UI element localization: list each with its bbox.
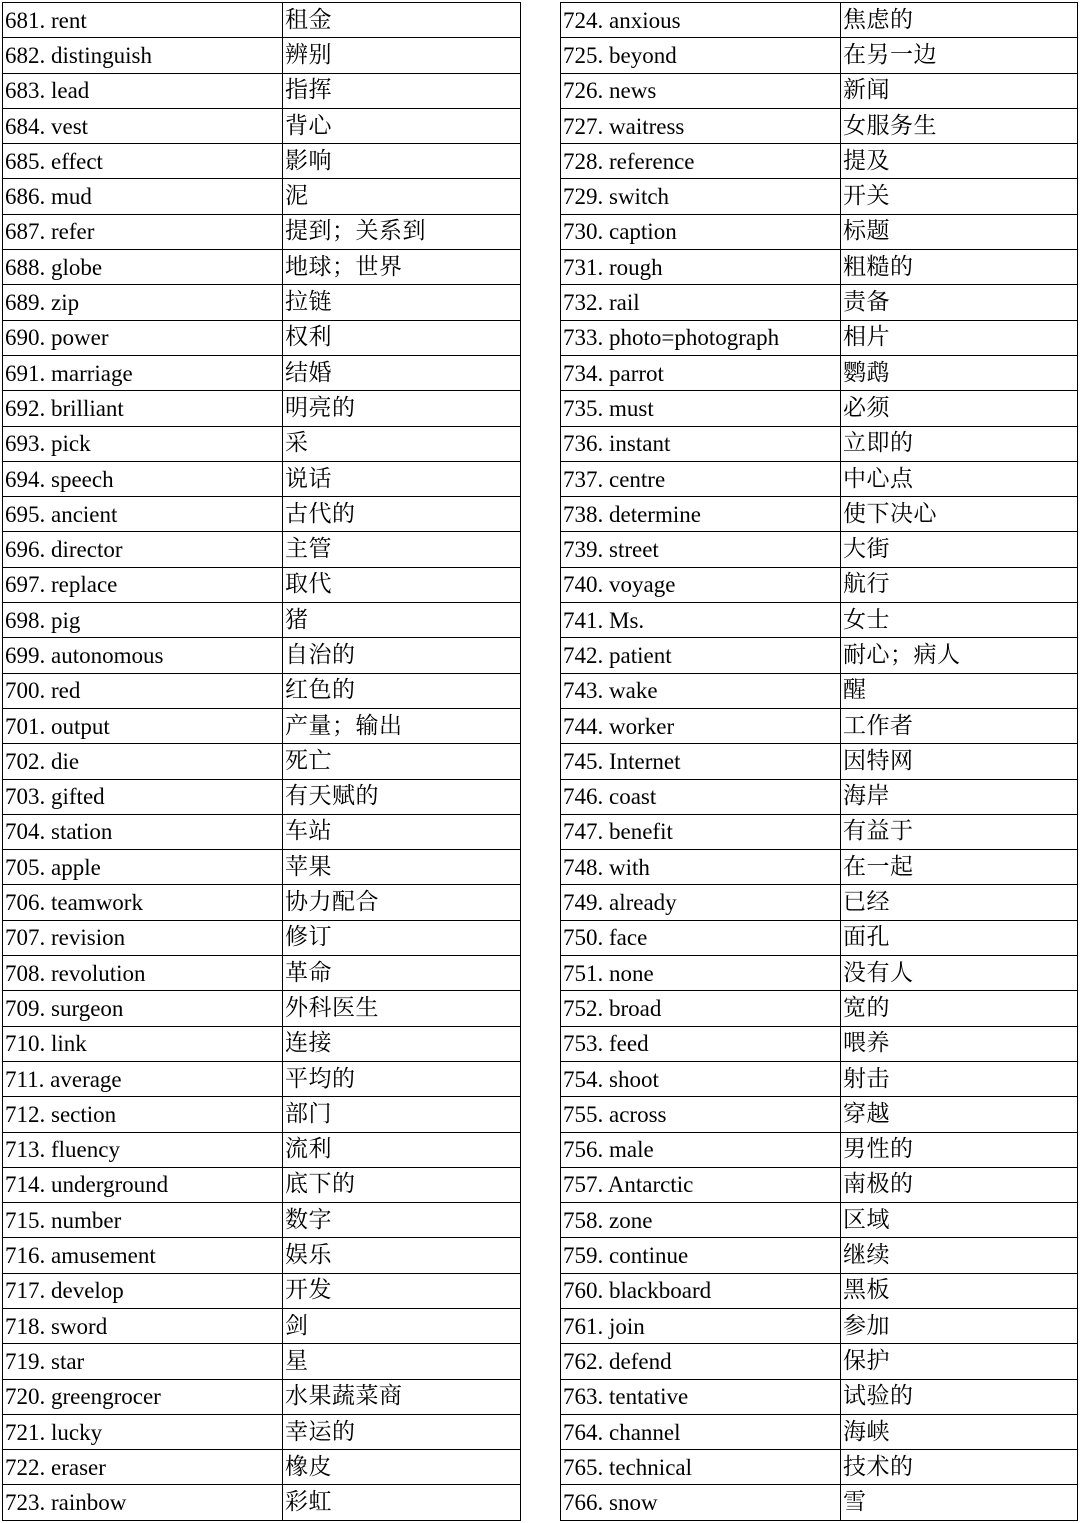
- chinese-meaning-cell: 平均的: [283, 1061, 521, 1096]
- english-word-cell: 700. red: [3, 673, 283, 708]
- chinese-meaning-cell: 说话: [283, 461, 521, 496]
- table-row: [3, 285, 521, 320]
- table-row: [3, 73, 521, 108]
- english-word-cell: 710. link: [3, 1026, 283, 1061]
- chinese-meaning-cell: 革命: [283, 956, 521, 991]
- english-word-cell: 689. zip: [3, 285, 283, 320]
- english-word-cell: 724. anxious: [561, 3, 841, 38]
- english-word-cell: 744. worker: [561, 708, 841, 743]
- chinese-meaning-cell: 中心点: [841, 461, 1078, 496]
- chinese-meaning-cell: 鹦鹉: [841, 355, 1078, 390]
- english-word-cell: 754. shoot: [561, 1061, 841, 1096]
- table-row: [3, 3, 521, 38]
- chinese-meaning-cell: 猪: [283, 603, 521, 638]
- english-word-cell: 698. pig: [3, 603, 283, 638]
- table-row: [3, 250, 521, 285]
- english-word-cell: 761. join: [561, 1308, 841, 1343]
- english-word-cell: 719. star: [3, 1344, 283, 1379]
- table-row: [561, 355, 1078, 390]
- table-row: [3, 920, 521, 955]
- chinese-meaning-cell: 参加: [841, 1308, 1078, 1343]
- english-word-cell: 743. wake: [561, 673, 841, 708]
- english-word-cell: 684. vest: [3, 108, 283, 143]
- table-row: [3, 1238, 521, 1273]
- table-row: [3, 1344, 521, 1379]
- table-row: [3, 779, 521, 814]
- english-word-cell: 682. distinguish: [3, 38, 283, 73]
- table-row: [3, 1167, 521, 1202]
- chinese-meaning-cell: 明亮的: [283, 391, 521, 426]
- english-word-cell: 750. face: [561, 920, 841, 955]
- english-word-cell: 742. patient: [561, 638, 841, 673]
- table-row: [3, 214, 521, 249]
- english-word-cell: 762. defend: [561, 1344, 841, 1379]
- table-row: [561, 673, 1078, 708]
- table-row: [3, 1414, 521, 1449]
- table-row: [561, 1238, 1078, 1273]
- english-word-cell: 714. underground: [3, 1167, 283, 1202]
- chinese-meaning-cell: 因特网: [841, 744, 1078, 779]
- chinese-meaning-cell: 在另一边: [841, 38, 1078, 73]
- table-row: [3, 1273, 521, 1308]
- chinese-meaning-cell: 权利: [283, 320, 521, 355]
- chinese-meaning-cell: 采: [283, 426, 521, 461]
- chinese-meaning-cell: 工作者: [841, 708, 1078, 743]
- table-row: [3, 1026, 521, 1061]
- table-row: [3, 885, 521, 920]
- table-row: [561, 1167, 1078, 1202]
- english-word-cell: 701. output: [3, 708, 283, 743]
- table-row: [561, 1308, 1078, 1343]
- chinese-meaning-cell: 海岸: [841, 779, 1078, 814]
- english-word-cell: 756. male: [561, 1132, 841, 1167]
- chinese-meaning-cell: 剑: [283, 1308, 521, 1343]
- english-word-cell: 708. revolution: [3, 956, 283, 991]
- english-word-cell: 704. station: [3, 814, 283, 849]
- table-row: [561, 320, 1078, 355]
- chinese-meaning-cell: 苹果: [283, 850, 521, 885]
- english-word-cell: 691. marriage: [3, 355, 283, 390]
- chinese-meaning-cell: 提及: [841, 144, 1078, 179]
- table-row: [3, 1308, 521, 1343]
- table-row: [3, 638, 521, 673]
- english-word-cell: 681. rent: [3, 3, 283, 38]
- table-row: [561, 1203, 1078, 1238]
- english-word-cell: 766. snow: [561, 1485, 841, 1520]
- chinese-meaning-cell: 连接: [283, 1026, 521, 1061]
- table-row: [561, 250, 1078, 285]
- chinese-meaning-cell: 大街: [841, 532, 1078, 567]
- table-row: [561, 3, 1078, 38]
- table-row: [561, 108, 1078, 143]
- table-row: [3, 991, 521, 1026]
- english-word-cell: 707. revision: [3, 920, 283, 955]
- english-word-cell: 709. surgeon: [3, 991, 283, 1026]
- english-word-cell: 740. voyage: [561, 567, 841, 602]
- chinese-meaning-cell: 红色的: [283, 673, 521, 708]
- table-row: [561, 1450, 1078, 1485]
- table-row: [3, 1485, 521, 1520]
- english-word-cell: 706. teamwork: [3, 885, 283, 920]
- table-row: [3, 814, 521, 849]
- english-word-cell: 749. already: [561, 885, 841, 920]
- table-row: [561, 779, 1078, 814]
- english-word-cell: 685. effect: [3, 144, 283, 179]
- chinese-meaning-cell: 海峡: [841, 1414, 1078, 1449]
- table-row: [3, 1097, 521, 1132]
- table-row: [3, 461, 521, 496]
- table-row: [3, 426, 521, 461]
- english-word-cell: 722. eraser: [3, 1450, 283, 1485]
- table-row: [561, 1344, 1078, 1379]
- english-word-cell: 713. fluency: [3, 1132, 283, 1167]
- chinese-meaning-cell: 南极的: [841, 1167, 1078, 1202]
- english-word-cell: 721. lucky: [3, 1414, 283, 1449]
- chinese-meaning-cell: 协力配合: [283, 885, 521, 920]
- table-row: [3, 744, 521, 779]
- table-row: [561, 73, 1078, 108]
- table-row: [3, 567, 521, 602]
- english-word-cell: 716. amusement: [3, 1238, 283, 1273]
- table-row: [3, 144, 521, 179]
- table-row: [561, 497, 1078, 532]
- table-row: [561, 708, 1078, 743]
- english-word-cell: 694. speech: [3, 461, 283, 496]
- chinese-meaning-cell: 影响: [283, 144, 521, 179]
- table-row: [3, 497, 521, 532]
- chinese-meaning-cell: 继续: [841, 1238, 1078, 1273]
- english-word-cell: 751. none: [561, 956, 841, 991]
- table-row: [561, 1273, 1078, 1308]
- chinese-meaning-cell: 结婚: [283, 355, 521, 390]
- table-row: [561, 391, 1078, 426]
- table-row: [3, 1061, 521, 1096]
- chinese-meaning-cell: 有天赋的: [283, 779, 521, 814]
- table-row: [3, 320, 521, 355]
- english-word-cell: 695. ancient: [3, 497, 283, 532]
- table-row: [561, 179, 1078, 214]
- english-word-cell: 696. director: [3, 532, 283, 567]
- table-row: [561, 956, 1078, 991]
- chinese-meaning-cell: 幸运的: [283, 1414, 521, 1449]
- english-word-cell: 699. autonomous: [3, 638, 283, 673]
- chinese-meaning-cell: 必须: [841, 391, 1078, 426]
- chinese-meaning-cell: 耐心；病人: [841, 638, 1078, 673]
- table-row: [561, 426, 1078, 461]
- english-word-cell: 765. technical: [561, 1450, 841, 1485]
- english-word-cell: 683. lead: [3, 73, 283, 108]
- chinese-meaning-cell: 背心: [283, 108, 521, 143]
- chinese-meaning-cell: 相片: [841, 320, 1078, 355]
- english-word-cell: 720. greengrocer: [3, 1379, 283, 1414]
- english-word-cell: 723. rainbow: [3, 1485, 283, 1520]
- vocab-table-left: [2, 2, 521, 1521]
- chinese-meaning-cell: 使下决心: [841, 497, 1078, 532]
- english-word-cell: 693. pick: [3, 426, 283, 461]
- table-row: [561, 1414, 1078, 1449]
- table-row: [561, 1061, 1078, 1096]
- chinese-meaning-cell: 死亡: [283, 744, 521, 779]
- table-row: [561, 920, 1078, 955]
- chinese-meaning-cell: 车站: [283, 814, 521, 849]
- chinese-meaning-cell: 女士: [841, 603, 1078, 638]
- table-row: [3, 850, 521, 885]
- chinese-meaning-cell: 喂养: [841, 1026, 1078, 1061]
- english-word-cell: 738. determine: [561, 497, 841, 532]
- table-row: [3, 355, 521, 390]
- chinese-meaning-cell: 流利: [283, 1132, 521, 1167]
- chinese-meaning-cell: 娱乐: [283, 1238, 521, 1273]
- chinese-meaning-cell: 租金: [283, 3, 521, 38]
- chinese-meaning-cell: 取代: [283, 567, 521, 602]
- chinese-meaning-cell: 射击: [841, 1061, 1078, 1096]
- table-row: [561, 814, 1078, 849]
- english-word-cell: 759. continue: [561, 1238, 841, 1273]
- english-word-cell: 687. refer: [3, 214, 283, 249]
- chinese-meaning-cell: 宽的: [841, 991, 1078, 1026]
- chinese-meaning-cell: 底下的: [283, 1167, 521, 1202]
- english-word-cell: 753. feed: [561, 1026, 841, 1061]
- chinese-meaning-cell: 古代的: [283, 497, 521, 532]
- table-row: [561, 38, 1078, 73]
- english-word-cell: 730. caption: [561, 214, 841, 249]
- english-word-cell: 735. must: [561, 391, 841, 426]
- english-word-cell: 728. reference: [561, 144, 841, 179]
- english-word-cell: 746. coast: [561, 779, 841, 814]
- table-row: [3, 532, 521, 567]
- english-word-cell: 727. waitress: [561, 108, 841, 143]
- table-row: [3, 1203, 521, 1238]
- chinese-meaning-cell: 开发: [283, 1273, 521, 1308]
- table-row: [561, 532, 1078, 567]
- chinese-meaning-cell: 拉链: [283, 285, 521, 320]
- table-row: [561, 1026, 1078, 1061]
- chinese-meaning-cell: 试验的: [841, 1379, 1078, 1414]
- chinese-meaning-cell: 面孔: [841, 920, 1078, 955]
- chinese-meaning-cell: 区域: [841, 1203, 1078, 1238]
- chinese-meaning-cell: 部门: [283, 1097, 521, 1132]
- english-word-cell: 692. brilliant: [3, 391, 283, 426]
- table-row: [561, 991, 1078, 1026]
- english-word-cell: 715. number: [3, 1203, 283, 1238]
- chinese-meaning-cell: 已经: [841, 885, 1078, 920]
- english-word-cell: 748. with: [561, 850, 841, 885]
- chinese-meaning-cell: 女服务生: [841, 108, 1078, 143]
- table-row: [3, 1450, 521, 1485]
- english-word-cell: 760. blackboard: [561, 1273, 841, 1308]
- vocab-table-left-body: [3, 3, 521, 1521]
- english-word-cell: 733. photo=photograph: [561, 320, 841, 355]
- chinese-meaning-cell: 自治的: [283, 638, 521, 673]
- table-row: [561, 638, 1078, 673]
- chinese-meaning-cell: 橡皮: [283, 1450, 521, 1485]
- chinese-meaning-cell: 标题: [841, 214, 1078, 249]
- chinese-meaning-cell: 产量；输出: [283, 708, 521, 743]
- table-row: [3, 38, 521, 73]
- chinese-meaning-cell: 黑板: [841, 1273, 1078, 1308]
- chinese-meaning-cell: 水果蔬菜商: [283, 1379, 521, 1414]
- table-row: [3, 708, 521, 743]
- english-word-cell: 734. parrot: [561, 355, 841, 390]
- table-row: [561, 1379, 1078, 1414]
- chinese-meaning-cell: 粗糙的: [841, 250, 1078, 285]
- table-row: [561, 214, 1078, 249]
- table-row: [3, 956, 521, 991]
- chinese-meaning-cell: 外科医生: [283, 991, 521, 1026]
- english-word-cell: 718. sword: [3, 1308, 283, 1343]
- table-row: [561, 567, 1078, 602]
- chinese-meaning-cell: 星: [283, 1344, 521, 1379]
- english-word-cell: 702. die: [3, 744, 283, 779]
- table-row: [3, 108, 521, 143]
- english-word-cell: 745. Internet: [561, 744, 841, 779]
- table-row: [561, 461, 1078, 496]
- table-row: [3, 1379, 521, 1414]
- chinese-meaning-cell: 在一起: [841, 850, 1078, 885]
- english-word-cell: 732. rail: [561, 285, 841, 320]
- english-word-cell: 703. gifted: [3, 779, 283, 814]
- english-word-cell: 747. benefit: [561, 814, 841, 849]
- english-word-cell: 711. average: [3, 1061, 283, 1096]
- table-row: [561, 885, 1078, 920]
- table-row: [561, 744, 1078, 779]
- english-word-cell: 758. zone: [561, 1203, 841, 1238]
- chinese-meaning-cell: 有益于: [841, 814, 1078, 849]
- english-word-cell: 764. channel: [561, 1414, 841, 1449]
- english-word-cell: 755. across: [561, 1097, 841, 1132]
- chinese-meaning-cell: 责备: [841, 285, 1078, 320]
- table-row: [561, 603, 1078, 638]
- english-word-cell: 717. develop: [3, 1273, 283, 1308]
- chinese-meaning-cell: 新闻: [841, 73, 1078, 108]
- english-word-cell: 697. replace: [3, 567, 283, 602]
- english-word-cell: 729. switch: [561, 179, 841, 214]
- chinese-meaning-cell: 主管: [283, 532, 521, 567]
- vocab-table-right-body: [561, 3, 1078, 1521]
- table-row: [561, 285, 1078, 320]
- table-row: [3, 179, 521, 214]
- table-row: [561, 1097, 1078, 1132]
- chinese-meaning-cell: 保护: [841, 1344, 1078, 1379]
- english-word-cell: 705. apple: [3, 850, 283, 885]
- english-word-cell: 763. tentative: [561, 1379, 841, 1414]
- table-row: [561, 850, 1078, 885]
- chinese-meaning-cell: 开关: [841, 179, 1078, 214]
- table-row: [3, 673, 521, 708]
- chinese-meaning-cell: 醒: [841, 673, 1078, 708]
- chinese-meaning-cell: 男性的: [841, 1132, 1078, 1167]
- chinese-meaning-cell: 雪: [841, 1485, 1078, 1520]
- table-row: [561, 144, 1078, 179]
- english-word-cell: 726. news: [561, 73, 841, 108]
- table-row: [561, 1132, 1078, 1167]
- table-row: [561, 1485, 1078, 1520]
- english-word-cell: 725. beyond: [561, 38, 841, 73]
- english-word-cell: 736. instant: [561, 426, 841, 461]
- chinese-meaning-cell: 指挥: [283, 73, 521, 108]
- chinese-meaning-cell: 地球；世界: [283, 250, 521, 285]
- chinese-meaning-cell: 没有人: [841, 956, 1078, 991]
- chinese-meaning-cell: 提到；关系到: [283, 214, 521, 249]
- chinese-meaning-cell: 彩虹: [283, 1485, 521, 1520]
- english-word-cell: 741. Ms.: [561, 603, 841, 638]
- english-word-cell: 739. street: [561, 532, 841, 567]
- chinese-meaning-cell: 穿越: [841, 1097, 1078, 1132]
- english-word-cell: 752. broad: [561, 991, 841, 1026]
- table-row: [3, 1132, 521, 1167]
- table-row: [3, 391, 521, 426]
- chinese-meaning-cell: 航行: [841, 567, 1078, 602]
- chinese-meaning-cell: 数字: [283, 1203, 521, 1238]
- vocab-table-right: [560, 2, 1078, 1521]
- english-word-cell: 712. section: [3, 1097, 283, 1132]
- chinese-meaning-cell: 焦虑的: [841, 3, 1078, 38]
- english-word-cell: 690. power: [3, 320, 283, 355]
- chinese-meaning-cell: 辨别: [283, 38, 521, 73]
- english-word-cell: 688. globe: [3, 250, 283, 285]
- table-row: [3, 603, 521, 638]
- chinese-meaning-cell: 泥: [283, 179, 521, 214]
- english-word-cell: 686. mud: [3, 179, 283, 214]
- english-word-cell: 757. Antarctic: [561, 1167, 841, 1202]
- chinese-meaning-cell: 立即的: [841, 426, 1078, 461]
- english-word-cell: 737. centre: [561, 461, 841, 496]
- chinese-meaning-cell: 修订: [283, 920, 521, 955]
- english-word-cell: 731. rough: [561, 250, 841, 285]
- chinese-meaning-cell: 技术的: [841, 1450, 1078, 1485]
